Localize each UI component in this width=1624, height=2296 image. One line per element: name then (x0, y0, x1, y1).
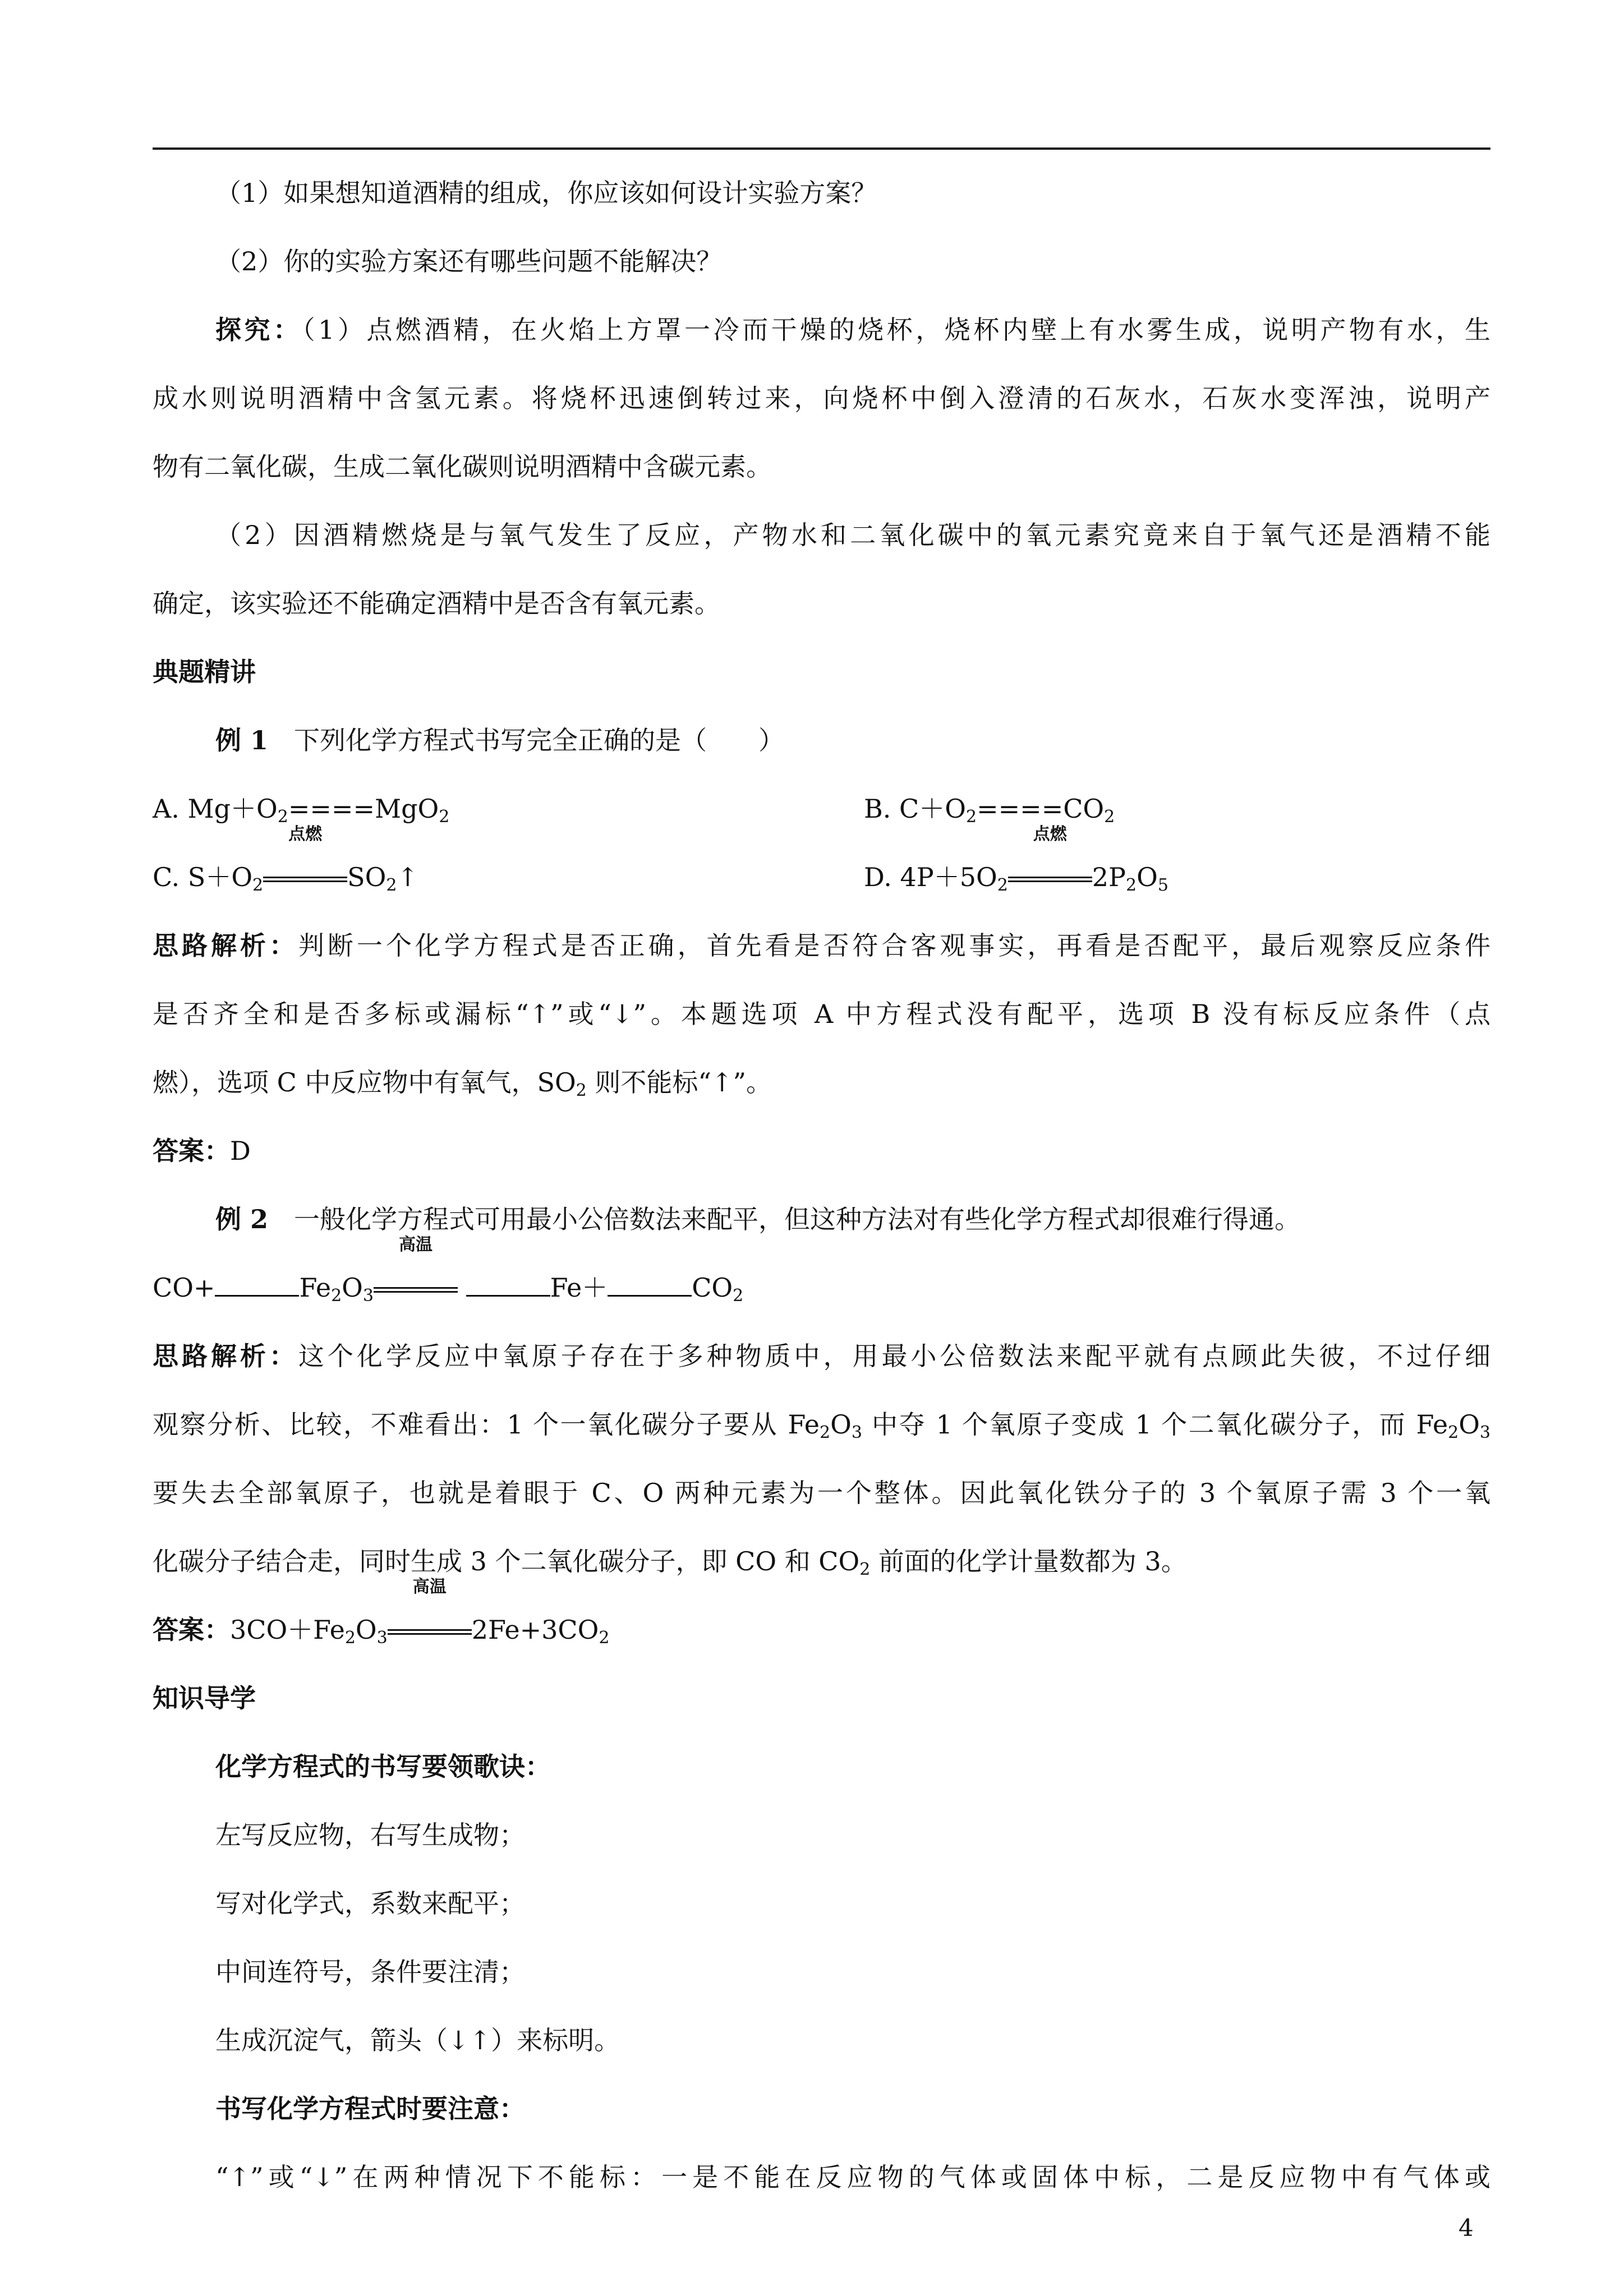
example-2-analysis-4: 化碳分子结合走，同时生成 3 个二氧化碳分子，即 CO 和 $CO_2$ 前面的化学计量数都为 3。 (153, 1546, 1187, 1579)
blank-coefficient (215, 1290, 299, 1297)
example-1-stem: 例 1 下列化学方程式书写完全正确的是（ ） (215, 725, 785, 755)
example-2-analysis-3: 要失去全部氧原子，也就是着眼于 C、O 两种元素为一个整体。因此氧化铁分子的 3 个氧原子需 3 个一氧 (153, 1478, 1490, 1508)
example-2-analysis-1: 思路解析：这个化学反应中氧原子存在于多种物质中，用最小公倍数法来配平就有点顾此失彼，不过仔细 (153, 1341, 1491, 1371)
explore-line-5: 确定，该实验还不能确定酒精中是否含有氧元素。 (153, 588, 720, 619)
reaction-condition-arrow: 高温 (388, 1596, 472, 1664)
rhyme-line-1: 左写反应物，右写生成物； (215, 1820, 525, 1850)
example-2-analysis-2: 观察分析、比较，不难看出：1 个一氧化碳分子要从 $Fe_2O_3$ 中夺 1 个氧原子变成 1 个二氧化碳分子，而 $Fe_2O_3$ (153, 1409, 1491, 1442)
header-rule (153, 147, 1490, 150)
explore-line-1: 探究：（1）点燃酒精，在火焰上方罩一冷而干燥的烧杯，烧杯内壁上有水雾生成，说明产物有水，生 (215, 315, 1490, 345)
question-2: （2）你的实验方案还有哪些问题不能解决？ (215, 246, 723, 276)
reaction-condition-arrow: 高温 (374, 1253, 458, 1322)
example-2-label: 例 2 (215, 1204, 269, 1234)
example-1-answer: 答案：D (153, 1136, 251, 1166)
rhyme-line-3: 中间连符号，条件要注清； (215, 1957, 525, 1987)
example-2-answer: 答案：$3CO+Fe_2O_3$ 高温 $2Fe+3CO_2$ (153, 1596, 1490, 1672)
explore-label: 探究： (215, 315, 302, 345)
question-1: （1）如果想知道酒精的组成，你应该如何设计实验方案？ (215, 178, 877, 208)
option-c: C. $S+O_2$ 点燃 $SO_2↑$ (153, 862, 418, 892)
rhyme-title: 化学方程式的书写要领歌诀： (215, 1751, 551, 1782)
option-b: B. $C+O_2====CO_2$ (864, 794, 1115, 827)
explore-line-2: 成水则说明酒精中含氢元素。将烧杯迅速倒转过来，向烧杯中倒入澄清的石灰水，石灰水变浑浊，说明产 (153, 383, 1490, 413)
explore-line-3: 物有二氧化碳，生成二氧化碳则说明酒精中含碳元素。 (153, 451, 772, 482)
reaction-condition-arrow: 点燃 (263, 843, 347, 911)
notice-line: “↑”或“↓”在两种情况下不能标：一是不能在反应物的气体或固体中标，二是反应物中有气体或 (215, 2162, 1490, 2192)
blank-coefficient (608, 1290, 692, 1297)
page-number: 4 (1459, 2214, 1474, 2242)
options-row-ab (153, 774, 1490, 851)
explore-line-4: （2）因酒精燃烧是与氧气发生了反应，产物水和二氧化碳中的氧元素究竟来自于氧气还是酒精不能 (215, 520, 1490, 550)
example-1-analysis-3: 燃），选项 C 中反应物中有氧气，$SO_2$ 则不能标“↑”。 (153, 1067, 772, 1100)
example-1-analysis-2: 是否齐全和是否多标或漏标“↑”或“↓”。本题选项 A 中方程式没有配平，选项 B 没有标反应条件（点 (153, 999, 1490, 1029)
example-1-analysis-1: 思路解析：判断一个化学方程式是否正确，首先看是否符合客观事实，再看是否配平，最后观察反应条件 (153, 930, 1491, 961)
section-typical-title: 典题精讲 (153, 657, 256, 687)
notice-title: 书写化学方程式时要注意： (215, 2094, 525, 2124)
example-1-label: 例 1 (215, 725, 269, 755)
example-2-equation: $CO+ Fe_2O_3$ 高温 $Fe+ CO_2$ (153, 1253, 1490, 1330)
rhyme-line-2: 写对化学式，系数来配平； (215, 1888, 525, 1919)
options-row-cd (153, 824, 1490, 920)
option-a: A. $Mg+O_2====MgO_2$ (153, 794, 450, 827)
example-2-stem: 例 2 一般化学方程式可用最小公倍数法来配平，但这种方法对有些化学方程式却很难行得通。 (215, 1204, 1301, 1234)
option-d: D. $4P+5O_2$ 点燃 $2P_2O_5$ (864, 843, 1168, 920)
section-guide-title: 知识导学 (153, 1683, 256, 1713)
reaction-condition-arrow: 点燃 (1008, 843, 1092, 911)
rhyme-line-4: 生成沉淀气，箭头（↓↑）来标明。 (215, 2025, 620, 2055)
blank-coefficient (466, 1290, 550, 1297)
